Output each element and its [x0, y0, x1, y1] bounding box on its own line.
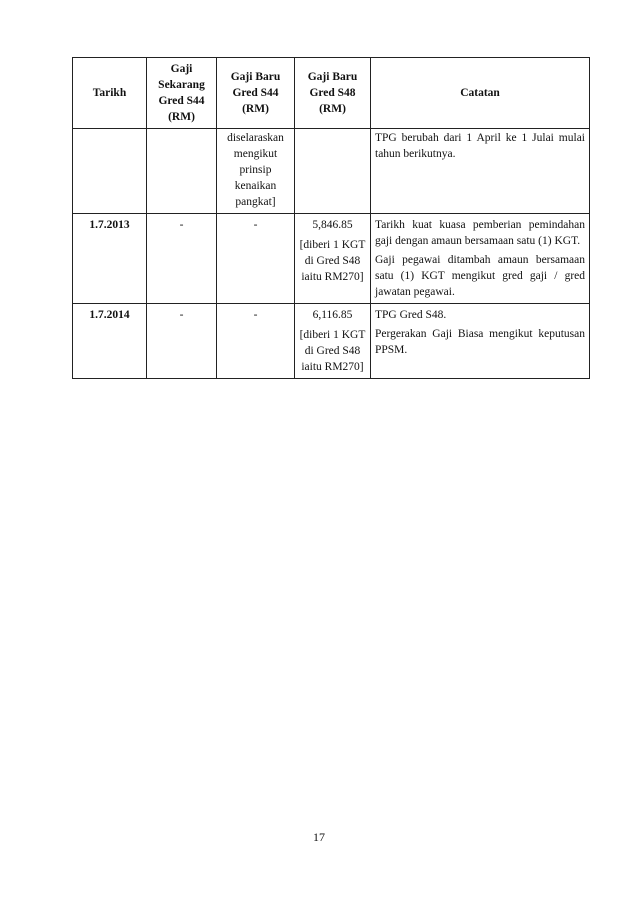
page-number: 17: [313, 830, 325, 844]
cell-gaji-baru-s48: [295, 214, 371, 304]
table-row: [73, 129, 590, 214]
header-catatan-label: Catatan: [460, 87, 500, 99]
header-gaji-baru-s48-line: (RM): [319, 103, 346, 115]
catatan-paragraph: TPG berubah dari 1 April ke 1 Julai mulai tahun berikutnya.: [375, 132, 585, 160]
table-row: [73, 214, 590, 304]
header-tarikh-label: Tarikh: [92, 87, 127, 99]
catatan-paragraph: Tarikh kuat kuasa pemberian pemindahan gaji dengan amaun bersamaan satu (1) KGT.: [375, 219, 585, 247]
cell-catatan: [371, 304, 590, 379]
header-catatan: [371, 58, 590, 129]
cell-gaji-baru-s44: diselaraskan mengikut prinsip kenaikan pangkat]: [217, 129, 295, 214]
header-gaji-sekarang: [147, 58, 217, 129]
cell-gaji-sekarang: -: [147, 304, 217, 379]
cell-tarikh: [73, 129, 147, 214]
cell-gaji-baru-s48-amount: 6,116.85: [312, 309, 353, 321]
header-gaji-baru-s48-line: Gaji Baru: [307, 71, 358, 83]
table-header-row: [73, 58, 590, 129]
cell-catatan: [371, 214, 590, 304]
cell-tarikh: 1.7.2013: [73, 214, 147, 304]
catatan-paragraph: Gaji pegawai ditambah amaun bersamaan satu (1) KGT mengikut gred gaji / gred jawatan pegawai.: [375, 254, 585, 298]
cell-tarikh: 1.7.2014: [73, 304, 147, 379]
header-gaji-sekarang-line: Sekarang: [158, 79, 205, 91]
header-tarikh: [73, 58, 147, 129]
cell-catatan: [371, 129, 590, 214]
header-gaji-baru-s48: [295, 58, 371, 129]
header-gaji-baru-s44-line: Gred S44: [232, 87, 279, 99]
table-row: [73, 304, 590, 379]
cell-gaji-baru-s44: -: [217, 214, 295, 304]
cell-gaji-baru-s48-note: [diberi 1 KGT di Gred S48 iaitu RM270]: [299, 329, 366, 373]
cell-gaji-baru-s48: [295, 304, 371, 379]
header-gaji-sekarang-line: (RM): [168, 111, 195, 123]
cell-gaji-baru-s44: -: [217, 304, 295, 379]
header-gaji-sekarang-line: Gred S44: [158, 95, 205, 107]
catatan-paragraph: TPG Gred S48.: [375, 309, 447, 321]
header-gaji-sekarang-line: Gaji: [170, 63, 193, 75]
header-gaji-baru-s44: [217, 58, 295, 129]
header-gaji-baru-s48-line: Gred S48: [309, 87, 356, 99]
header-gaji-baru-s44-line: Gaji Baru: [230, 71, 281, 83]
salary-table: [72, 57, 590, 379]
cell-gaji-sekarang: -: [147, 214, 217, 304]
cell-gaji-baru-s48: [295, 129, 371, 214]
cell-gaji-baru-s48-amount: 5,846.85: [312, 219, 353, 231]
cell-gaji-baru-s48-note: [diberi 1 KGT di Gred S48 iaitu RM270]: [299, 239, 366, 283]
cell-gaji-sekarang: [147, 129, 217, 214]
catatan-paragraph: Pergerakan Gaji Biasa mengikut keputusan PPSM.: [375, 328, 585, 356]
header-gaji-baru-s44-line: (RM): [242, 103, 269, 115]
